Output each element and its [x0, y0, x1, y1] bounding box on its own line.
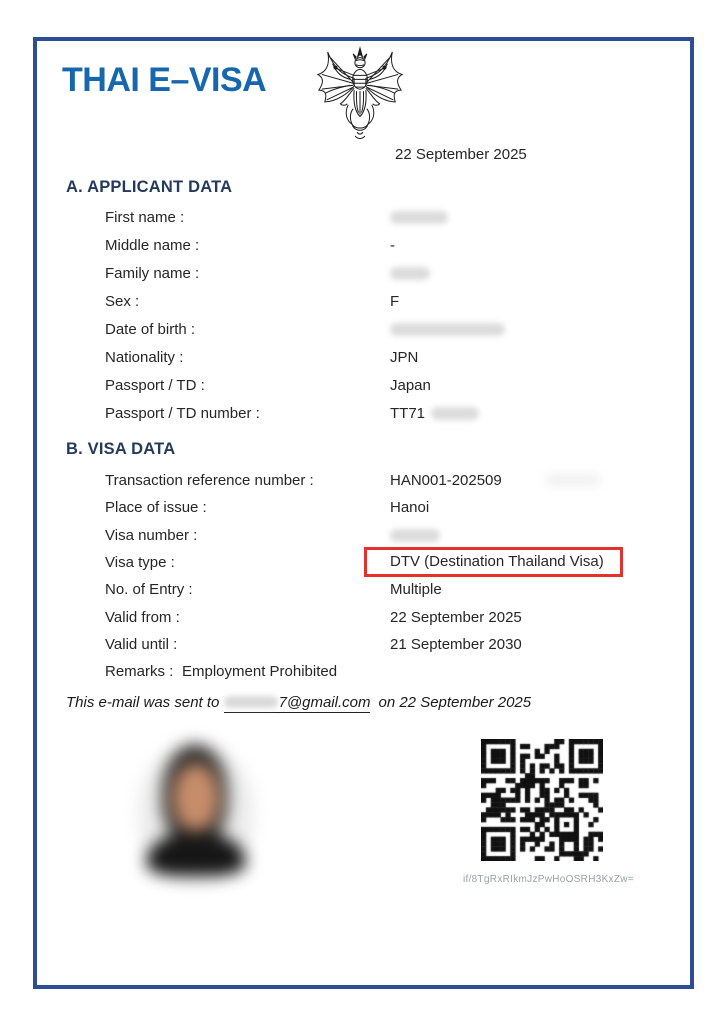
- qr-code: [481, 739, 603, 861]
- redacted-email-username: [224, 696, 278, 708]
- qr-caption: if/8TgRxRIkmJzPwHoOSRH3KxZw=: [463, 874, 634, 885]
- field-value-text: Japan: [390, 377, 431, 394]
- visa-type-highlight-box: [364, 547, 623, 577]
- field-label: Family name :: [105, 265, 200, 282]
- field-value-text: TT71: [390, 405, 426, 422]
- redacted-suffix: [431, 407, 479, 420]
- field-value: [390, 636, 522, 653]
- field-row: [0, 554, 724, 576]
- field-label: Date of birth :: [105, 321, 196, 338]
- field-row: [0, 609, 724, 631]
- photo-shoulders: [146, 834, 246, 876]
- field-row: [0, 472, 724, 494]
- email-notice: [66, 694, 531, 711]
- redacted-value: [390, 323, 505, 336]
- field-value-text: DTV (Destination Thailand Visa): [390, 553, 604, 570]
- field-row: [0, 636, 724, 658]
- field-value: [390, 237, 395, 254]
- field-value-text: -: [390, 237, 395, 254]
- garuda-emblem-icon: [313, 46, 407, 144]
- field-value: [390, 609, 522, 626]
- field-row: [0, 377, 724, 399]
- redacted-faint: [545, 474, 601, 486]
- field-label: Valid until :: [105, 636, 178, 653]
- field-row: [0, 527, 724, 549]
- redacted-value: [390, 211, 448, 224]
- email-notice-prefix: This e-mail was sent to: [66, 694, 224, 711]
- field-value: [390, 321, 505, 338]
- field-value: [390, 209, 448, 226]
- field-row: [0, 265, 724, 287]
- photo-face: [173, 764, 219, 830]
- field-label: Visa number :: [105, 527, 198, 544]
- field-value: [390, 527, 440, 544]
- field-value: [390, 405, 479, 422]
- field-label: First name :: [105, 209, 185, 226]
- field-label: No. of Entry :: [105, 581, 193, 598]
- field-row: [0, 293, 724, 315]
- field-label: Place of issue :: [105, 499, 207, 516]
- field-label: Sex :: [105, 293, 140, 310]
- field-label: Visa type :: [105, 554, 175, 571]
- field-row: [0, 405, 724, 427]
- field-value: [390, 499, 429, 516]
- field-value-text: Multiple: [390, 581, 442, 598]
- redacted-value: [390, 529, 440, 542]
- field-value: [390, 293, 399, 310]
- field-value: [390, 349, 418, 366]
- field-label: Nationality :: [105, 349, 184, 366]
- field-label: Valid from :: [105, 609, 180, 626]
- applicant-photo: [136, 738, 256, 890]
- field-row: [0, 209, 724, 231]
- section-b-heading: B. VISA DATA: [66, 440, 176, 458]
- field-row: [0, 499, 724, 521]
- field-label: Passport / TD number :: [105, 405, 260, 422]
- field-value: [390, 472, 502, 489]
- field-value-text: 21 September 2030: [390, 636, 522, 653]
- field-row: [0, 349, 724, 371]
- field-label: Transaction reference number :: [105, 472, 314, 489]
- field-label: Remarks :: [105, 663, 174, 680]
- email-address-visible: 7@gmail.com: [278, 694, 371, 711]
- field-value-text: HAN001-202509: [390, 472, 502, 489]
- redacted-value: [390, 267, 430, 280]
- field-row: [0, 581, 724, 603]
- field-value-text: 22 September 2025: [390, 609, 522, 626]
- section-a-heading: A. APPLICANT DATA: [66, 178, 233, 196]
- field-value-text: Hanoi: [390, 499, 430, 516]
- field-value: [390, 581, 442, 598]
- field-row: [0, 321, 724, 343]
- field-value-text: Employment Prohibited: [182, 663, 338, 680]
- field-row: [0, 237, 724, 259]
- field-value-text: JPN: [390, 349, 419, 366]
- email-address: [224, 694, 371, 713]
- field-value-text: F: [390, 293, 400, 310]
- email-notice-suffix: on 22 September 2025: [378, 694, 532, 711]
- field-value: [390, 265, 430, 282]
- field-label: Middle name :: [105, 237, 200, 254]
- field-row: [0, 663, 724, 685]
- field-value: [182, 663, 337, 680]
- field-label: Passport / TD :: [105, 377, 205, 394]
- document-date: 22 September 2025: [395, 146, 527, 163]
- document-title: THAI E–VISA: [62, 61, 267, 99]
- field-value: [390, 377, 431, 394]
